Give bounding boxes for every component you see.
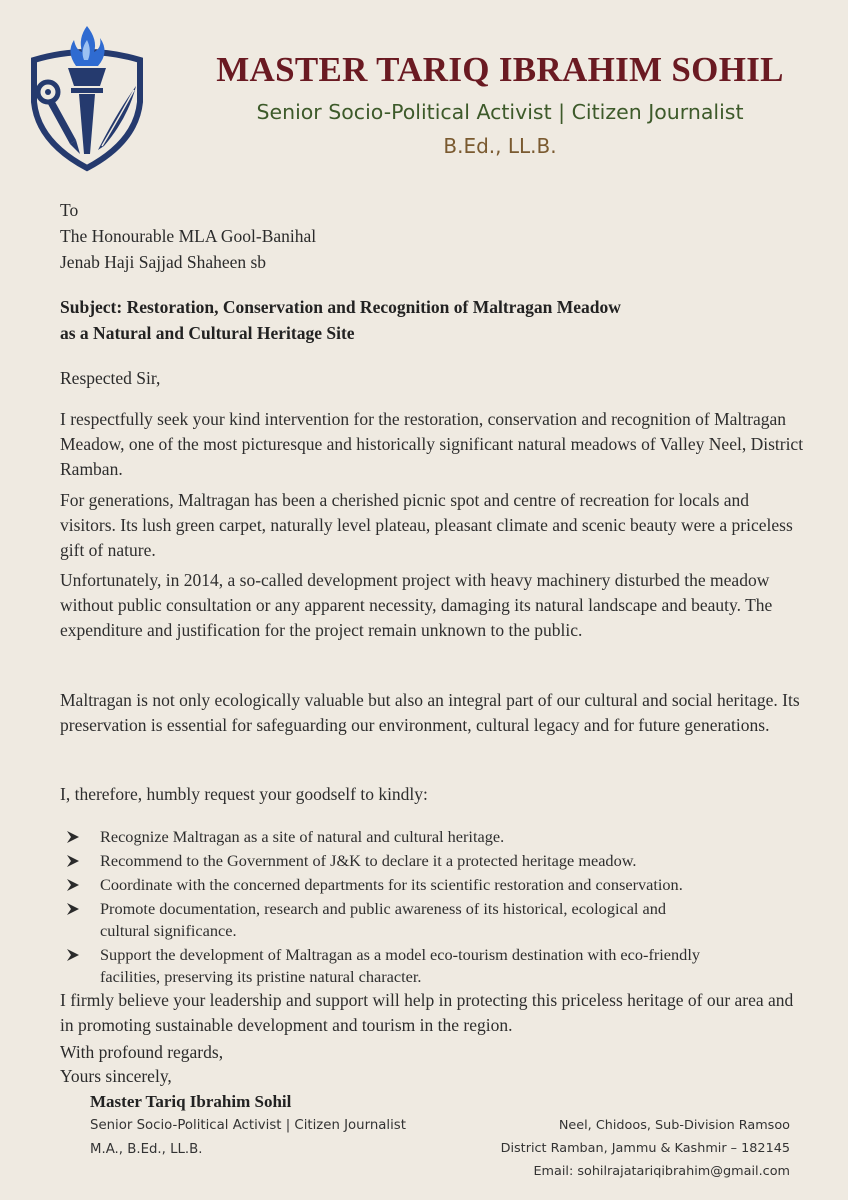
address-line1: Neel, Chidoos, Sub-Division Ramsoo — [558, 1118, 790, 1133]
paragraph-2: For generations, Maltragan has been a cherished picnic spot and centre of recreation for locals and visitors. Its lush green carpet, naturally level plateau, pleasant climate and scenic beauty were a priceless gift of nature. — [60, 490, 793, 560]
subject — [60, 294, 800, 346]
paragraph-4: Maltragan is not only ecologically valuable but also an integral part of our cultural and social heritage. Its preservation is essential for safeguarding our environment, cultural legacy and for future generations. — [60, 690, 800, 735]
paragraph-5: I, therefore, humbly request your goodself to kindly: — [60, 784, 428, 804]
paragraph-1: I respectfully seek your kind intervention for the restoration, conservation and recognition of Maltragan Meadow, one of the most picturesque and historically significant natural meadows of Valley Neel, District Ramban. — [60, 409, 804, 479]
subject-line1: Subject: Restoration, Conservation and Recognition of Maltragan Meadow — [60, 297, 621, 317]
paragraph-3: Unfortunately, in 2014, a so-called development project with heavy machinery disturbed the meadow without public consultation or any apparent necessity, damaging its natural landscape and beauty. The expenditure and justification for the project remain unknown to the public. — [60, 570, 773, 640]
arrow-bullet-icon — [66, 944, 80, 962]
arrow-bullet-icon — [66, 898, 80, 916]
list-item: Support the development of Maltragan as a model eco-tourism destination with eco-friendly facilities, preserving its pristine natural character. — [60, 944, 810, 988]
shield-torch-quill-logo — [24, 22, 150, 172]
closing-sincerely: Yours sincerely, — [60, 1066, 172, 1086]
arrow-bullet-icon — [66, 850, 80, 868]
subject-line2: as a Natural and Cultural Heritage Site — [60, 323, 355, 343]
signature-name: Master Tariq Ibrahim Sohil — [90, 1092, 292, 1111]
list-item: Recommend to the Government of J&K to declare it a protected heritage meadow. — [60, 850, 810, 872]
arrow-bullet-icon — [66, 874, 80, 892]
salutation: Respected Sir, — [60, 368, 161, 388]
address-line2: District Ramban, Jammu & Kashmir – 182145 — [500, 1141, 790, 1156]
list-item: Coordinate with the concerned departments for its scientific restoration and conservation. — [60, 874, 810, 896]
recipient-line1: The Honourable MLA Gool-Banihal — [60, 226, 317, 246]
list-item: Promote documentation, research and public awareness of its historical, ecological and cultural significance. — [60, 898, 810, 942]
request-list — [60, 826, 810, 988]
letterhead-role: Senior Socio-Political Activist | Citizen Journalist — [256, 100, 744, 124]
letterhead-name: MASTER TARIQ IBRAHIM SOHIL — [216, 50, 784, 89]
signature-degrees: M.A., B.Ed., LL.B. — [90, 1142, 203, 1157]
address-email: Email: sohilrajatariqibrahim@gmail.com — [533, 1164, 790, 1179]
list-item: Recognize Maltragan as a site of natural and cultural heritage. — [60, 826, 810, 848]
letterhead-degrees: B.Ed., LL.B. — [443, 134, 557, 158]
recipient-to: To — [60, 200, 79, 220]
signature-role: Senior Socio-Political Activist | Citizen Journalist — [90, 1118, 406, 1133]
closing-paragraph: I firmly believe your leadership and support will help in protecting this priceless heritage of our area and in promoting sustainable development and tourism in the region. — [60, 990, 794, 1035]
closing-regards: With profound regards, — [60, 1042, 224, 1062]
recipient-line2: Jenab Haji Sajjad Shaheen sb — [60, 252, 267, 272]
arrow-bullet-icon — [66, 826, 80, 844]
